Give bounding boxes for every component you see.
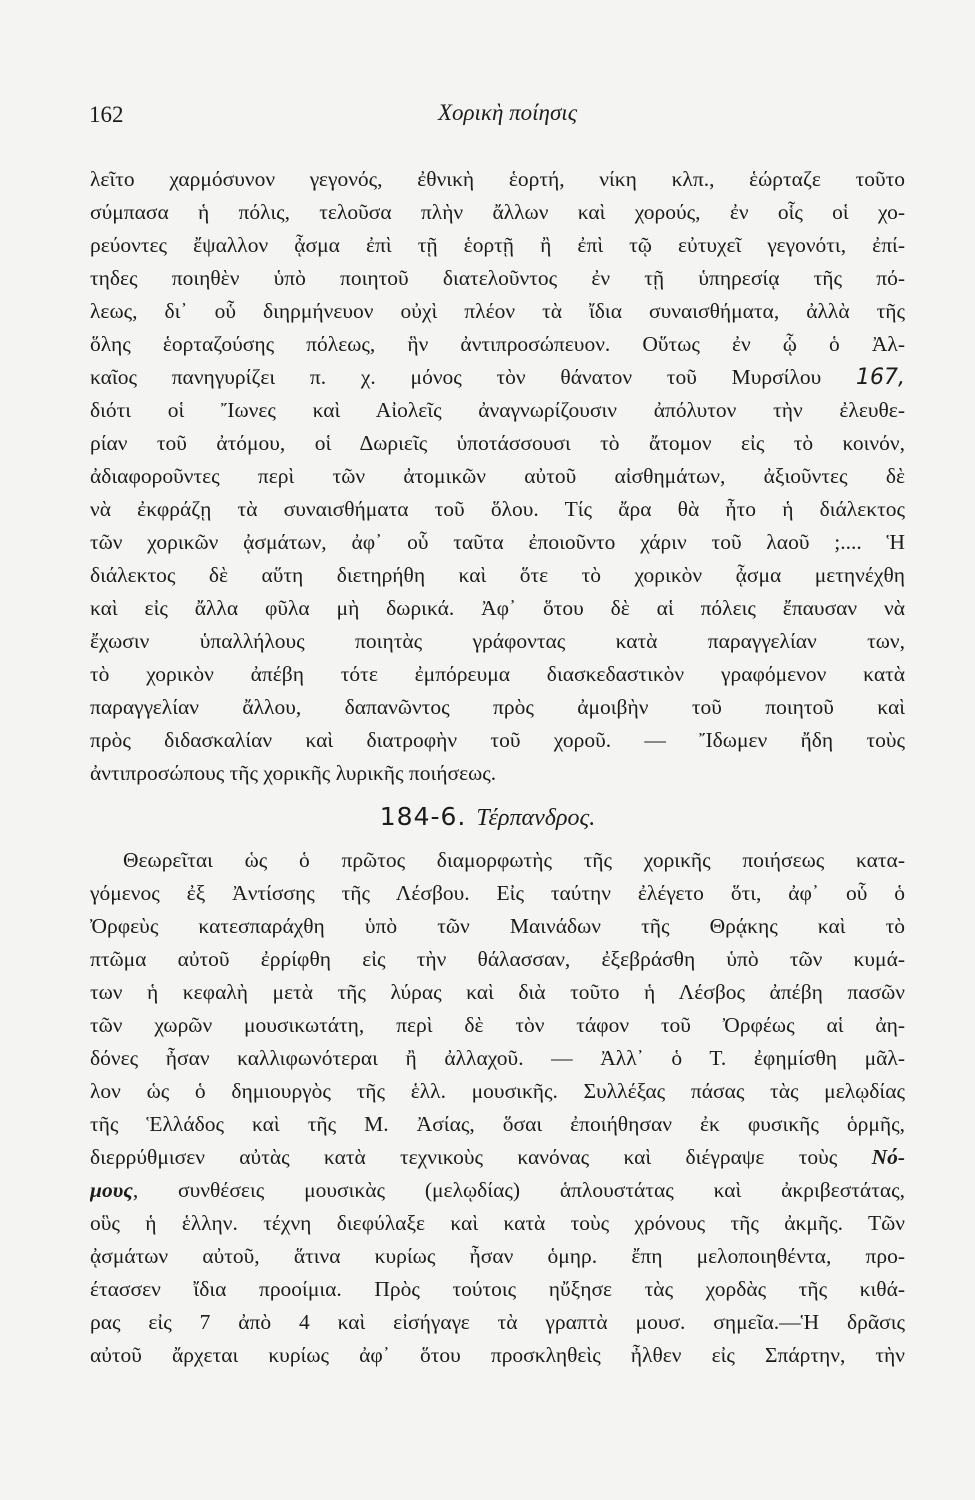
- text-line: λεῖτο χαρμόσυνον γεγονός, ἐθνικὴ ἑορτή, νίκη κλπ., ἑώρταζε τοῦτο: [90, 167, 905, 191]
- text-line: Ὀρφεὺς κατεσπαράχθη ὑπὸ τῶν Μαινάδων τῆς Θρᾴκης καὶ τὸ: [90, 914, 905, 938]
- emphasized-text: μους: [90, 1178, 133, 1202]
- section-heading: [0, 802, 975, 832]
- text-line: των ἡ κεφαλὴ μετὰ τῆς λύρας καὶ διὰ τοῦτο ἡ Λέσβος ἀπέβη πασῶν: [90, 980, 905, 1004]
- text-line: [90, 361, 905, 394]
- text-line: ἀντιπροσώπους τῆς χορικῆς λυρικῆς ποιήσεως.: [90, 761, 497, 785]
- text-line: οὓς ἡ ἑλλην. τέχνη διεφύλαξε καὶ κατὰ τοὺς χρόνους τῆς ἀκμῆς. Τῶν: [90, 1211, 905, 1235]
- text-line: Θεωρεῖται ὡς ὁ πρῶτος διαμορφωτὴς τῆς χορικῆς ποιήσεως κατα-: [123, 848, 905, 872]
- paragraph-continuation: [90, 163, 905, 790]
- text-line: [90, 1141, 905, 1174]
- text-line: ἀδιαφοροῦντες περὶ τῶν ἀτομικῶν αὐτοῦ αἰσθημάτων, ἀξιοῦντες δὲ: [90, 464, 905, 488]
- text-line: γόμενος ἐξ Ἀντίσσης τῆς Λέσβου. Εἰς ταύτην ἐλέγετο ὅτι, ἀφ᾽ οὗ ὁ: [90, 881, 905, 905]
- text-line: πρὸς διδασκαλίαν καὶ διατροφὴν τοῦ χοροῦ. — Ἴδωμεν ἤδη τοὺς: [90, 728, 905, 752]
- text-line: τηδες ποιηθὲν ὑπὸ ποιητοῦ διατελοῦντος ἐν τῇ ὑπηρεσίᾳ τῆς πό-: [90, 266, 905, 290]
- text-line: τῶν χορικῶν ᾀσμάτων, ἀφ᾽ οὗ ταῦτα ἐποιοῦντο χάριν τοῦ λαοῦ ;.... Ἡ: [90, 530, 905, 554]
- text-line: [90, 1174, 905, 1207]
- paragraph-terpander: [90, 844, 905, 1372]
- emphasized-text: Νό-: [871, 1145, 905, 1169]
- text-line: πτῶμα αὐτοῦ ἐρρίφθη εἰς τὴν θάλασσαν, ἐξεβράσθη ὑπὸ τῶν κυμά-: [90, 947, 905, 971]
- text-line: ρεύοντες ἔψαλλον ᾆσμα ἐπὶ τῇ ἑορτῇ ἢ ἐπὶ τῷ εὐτυχεῖ γεγονότι, ἐπί-: [90, 233, 905, 257]
- text-line: λον ὡς ὁ δημιουργὸς τῆς ἑλλ. μουσικῆς. Συλλέξας πάσας τὰς μελῳδίας: [90, 1079, 905, 1103]
- section-number: 184-6.: [379, 802, 467, 831]
- page-number: 162: [89, 102, 124, 127]
- text-line: διότι οἱ Ἴωνες καὶ Αἰολεῖς ἀναγνωρίζουσιν ἀπόλυτον τὴν ἐλευθε-: [90, 398, 905, 422]
- text-line: ρας εἰς 7 ἀπὸ 4 καὶ εἰσήγαγε τὰ γραπτὰ μουσ. σημεῖα.—Ἡ δρᾶσις: [90, 1310, 905, 1334]
- text-line: ὅλης ἑορταζούσης πόλεως, ἣν ἀντιπροσώπευον. Οὕτως ἐν ᾧ ὁ Ἀλ-: [90, 332, 905, 356]
- text-line: τῶν χωρῶν μουσικωτάτη, περὶ δὲ τὸν τάφον τοῦ Ὀρφέως αἱ ἀη-: [90, 1013, 905, 1037]
- text-line: ᾀσμάτων αὐτοῦ, ἅτινα κυρίως ἦσαν ὁμηρ. ἔπη μελοποιηθέντα, προ-: [90, 1244, 905, 1268]
- text-line: δόνες ἦσαν καλλιφωνότεραι ἢ ἀλλαχοῦ. — Ἀλλ᾽ ὁ Τ. ἐφημίσθη μᾶλ-: [90, 1046, 905, 1070]
- text-line: παραγγελίαν ἄλλου, δαπανῶντος πρὸς ἀμοιβὴν τοῦ ποιητοῦ καὶ: [90, 695, 905, 719]
- text-line: ρίαν τοῦ ἀτόμου, οἱ Δωριεῖς ὑποτάσσουσι τὸ ἄτομον εἰς τὸ κοινόν,: [90, 431, 905, 455]
- section-title: Τέρπανδρος.: [476, 805, 596, 831]
- text-line: τὸ χορικὸν ἀπέβη τότε ἐμπόρευμα διασκεδαστικὸν γραφόμενον κατὰ: [90, 662, 905, 686]
- text-line: λεως, δι᾽ οὗ διηρμήνευον οὐχὶ πλέον τὰ ἴδια συναισθήματα, ἀλλὰ τῆς: [90, 299, 905, 323]
- text-line: αὐτοῦ ἄρχεται κυρίως ἀφ᾽ ὅτου προσκληθεὶς ἦλθεν εἰς Σπάρτην, τὴν: [90, 1343, 905, 1367]
- text-line: τῆς Ἑλλάδος καὶ τῆς Μ. Ἀσίας, ὅσαι ἐποιήθησαν ἐκ φυσικῆς ὁρμῆς,: [90, 1112, 905, 1136]
- text-segment: διερρύθμισεν αὐτὰς κατὰ τεχνικοὺς κανόνας καὶ διέγραψε τοὺς: [90, 1145, 872, 1169]
- text-line: νὰ ἐκφράζῃ τὰ συναισθήματα τοῦ ὅλου. Τίς ἄρα θὰ ἦτο ἡ διάλεκτος: [90, 497, 905, 521]
- text-segment: , συνθέσεις μουσικὰς (μελῳδίας) ἁπλουστάτας καὶ ἀκριβεστάτας,: [132, 1178, 905, 1202]
- running-title: Χορικὴ ποίησις: [437, 100, 578, 125]
- text-line: έτασσεν ἴδια προοίμια. Πρὸς τούτοις ηὔξησε τὰς χορδὰς τῆς κιθά-: [90, 1277, 905, 1301]
- text-segment: καῖος πανηγυρίζει π. χ. μόνος τὸν θάνατον τοῦ Μυρσίλου: [90, 365, 857, 389]
- emphasized-text: 167,: [856, 365, 905, 390]
- text-line: ἔχωσιν ὑπαλλήλους ποιητὰς γράφοντας κατὰ παραγγελίαν των,: [90, 629, 905, 653]
- text-line: σύμπασα ἡ πόλις, τελοῦσα πλὴν ἄλλων καὶ χορούς, ἐν οἷς οἱ χο-: [90, 200, 905, 224]
- text-line: διάλεκτος δὲ αὕτη διετηρήθη καὶ ὅτε τὸ χορικὸν ᾆσμα μετηνέχθη: [90, 563, 905, 587]
- text-line: καὶ εἰς ἄλλα φῦλα μὴ δωρικά. Ἀφ᾽ ὅτου δὲ αἱ πόλεις ἔπαυσαν νὰ: [90, 596, 905, 620]
